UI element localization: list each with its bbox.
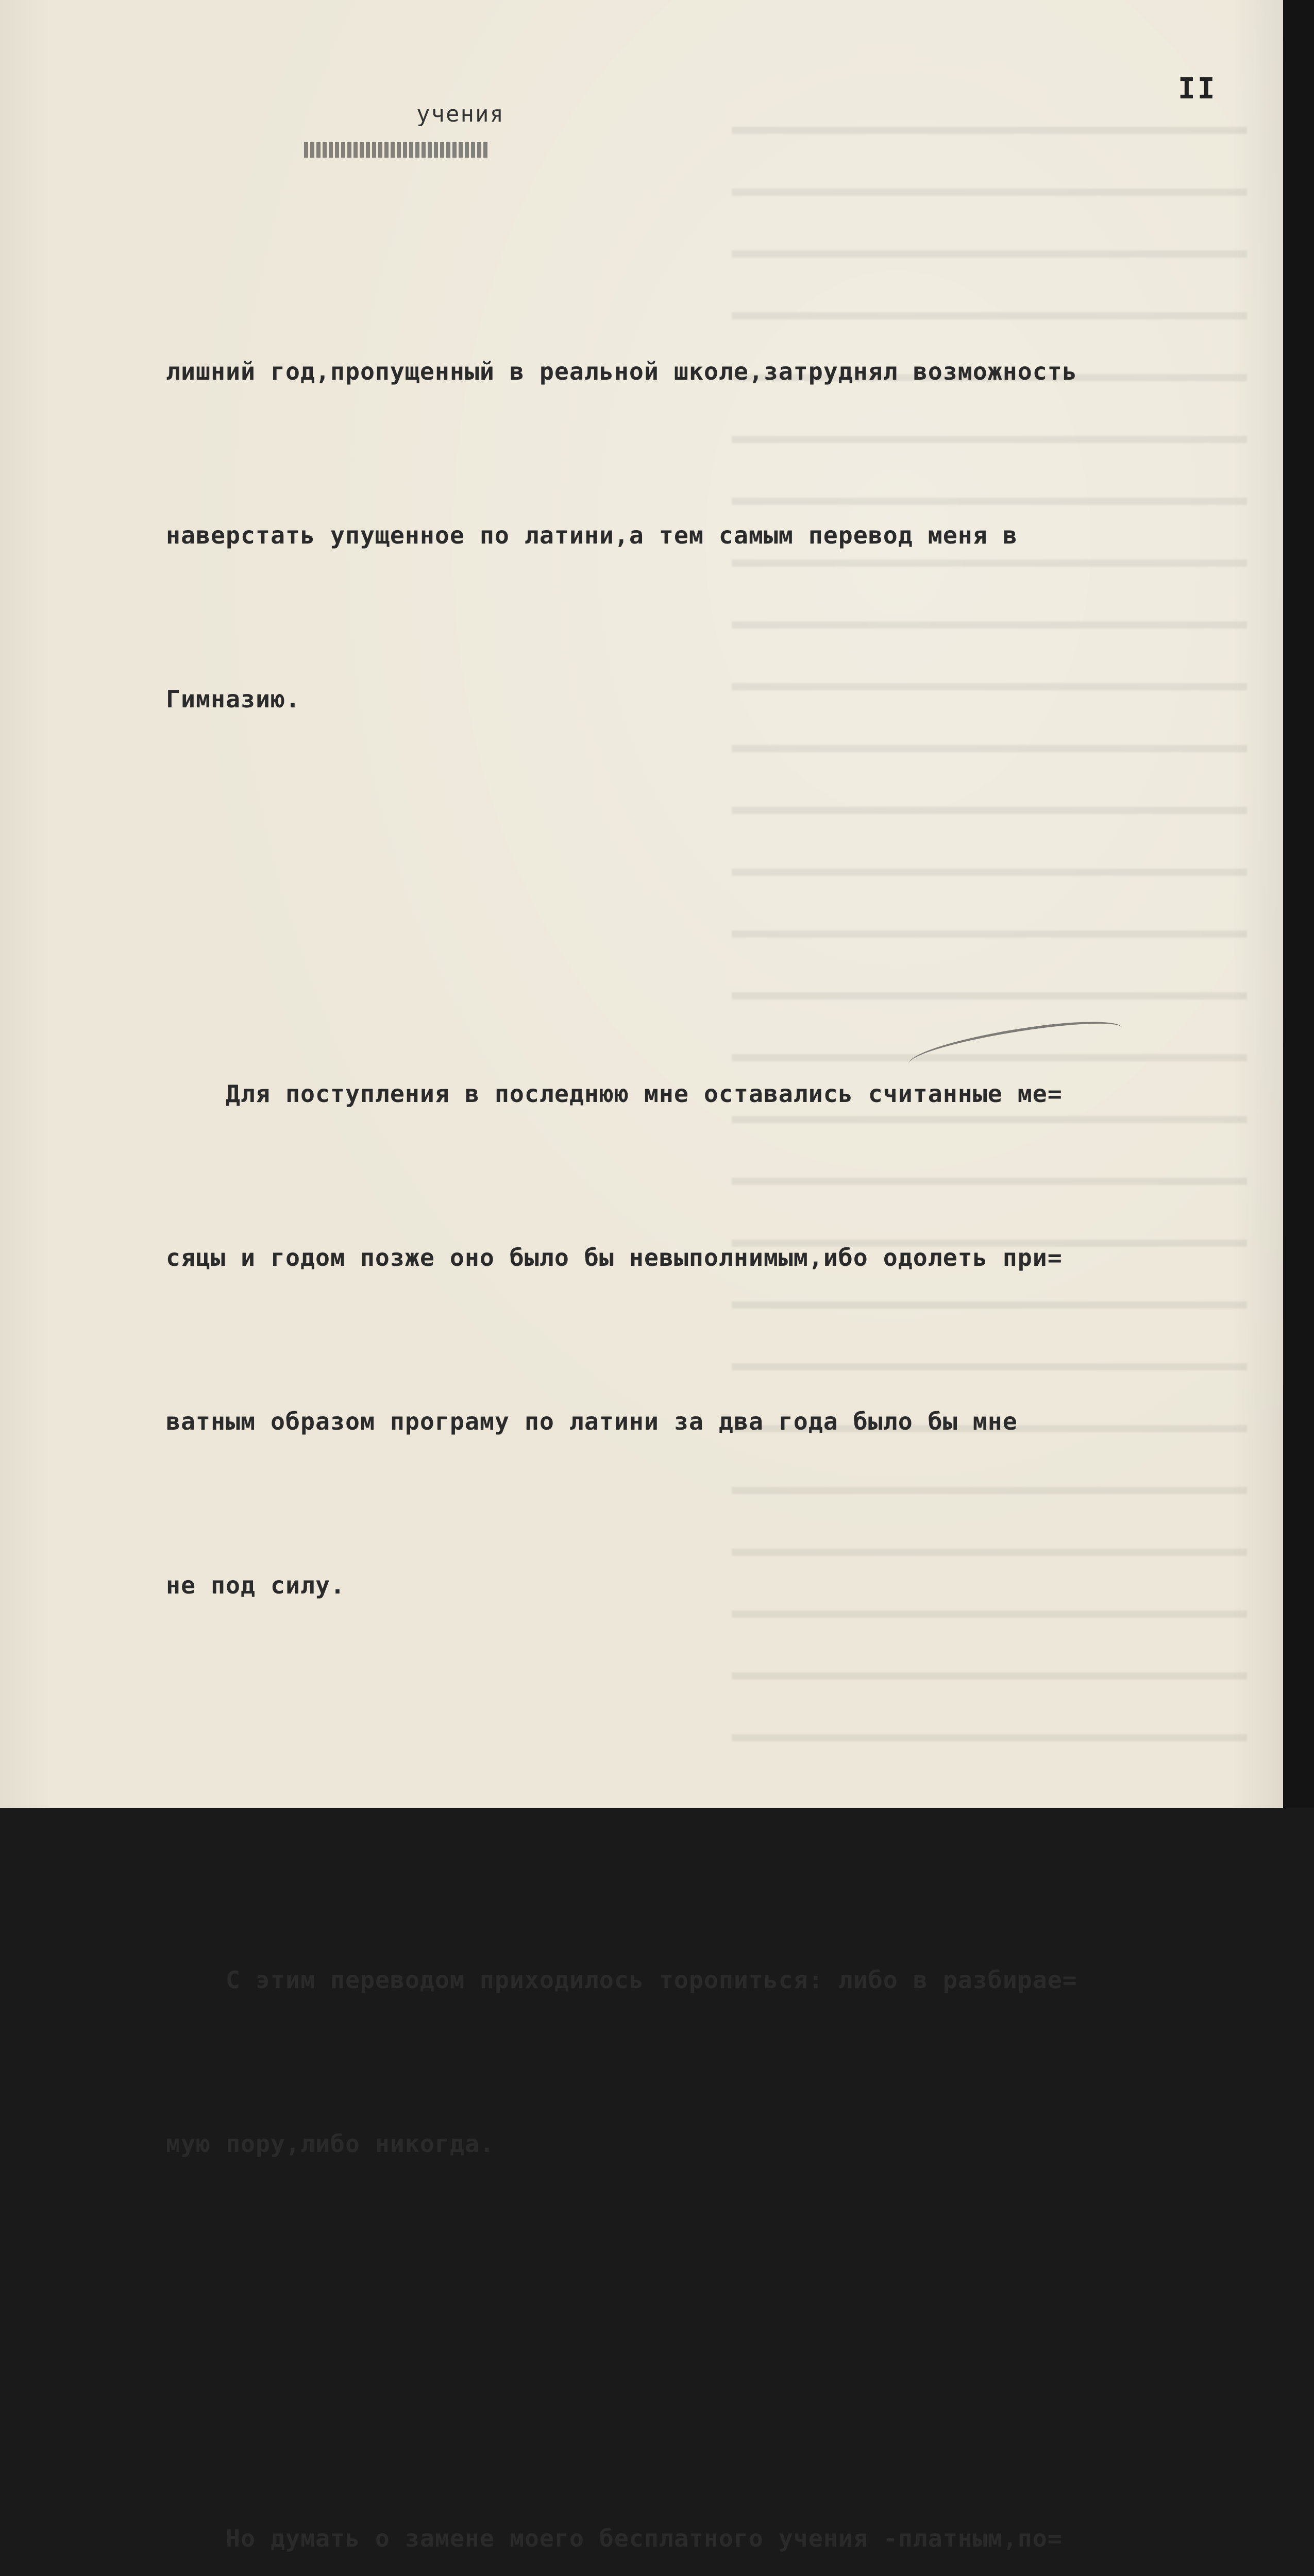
text-line: С этим переводом приходилось торопиться: либо в разбирае= [166,1966,1077,1994]
paragraph [166,235,1248,836]
text-line: Для поступления в последнюю мне оставались считанные ме= [166,1080,1063,1108]
paragraph [166,1843,1248,2280]
text-line: мую пору,либо никогда. [166,2130,495,2158]
paragraph [166,957,1248,1722]
text-line: сяцы и годом позже оно было бы невыполнимым,ибо одолеть при= [166,1244,1063,1272]
text-line: ватным образом програму по латини за два года было бы мне [166,1408,1018,1435]
body-text [166,126,1248,2576]
text-line: не под силу. [166,1571,345,1599]
text-line: лишний год,пропущенный в реальной школе,затруднял возможность [166,358,1077,385]
typed-insertion: учения [416,101,504,127]
text-line: Гимназию. [166,685,300,713]
page-number: II [1178,72,1217,106]
scan-background-edge [1283,0,1314,1808]
text-line: Но думать о замене моего бесплатного учения -платным,по= [166,2524,1063,2552]
paragraph [166,2402,1248,2576]
text-line: наверстать упущенное по латини,а тем самым перевод меня в [166,521,1018,549]
